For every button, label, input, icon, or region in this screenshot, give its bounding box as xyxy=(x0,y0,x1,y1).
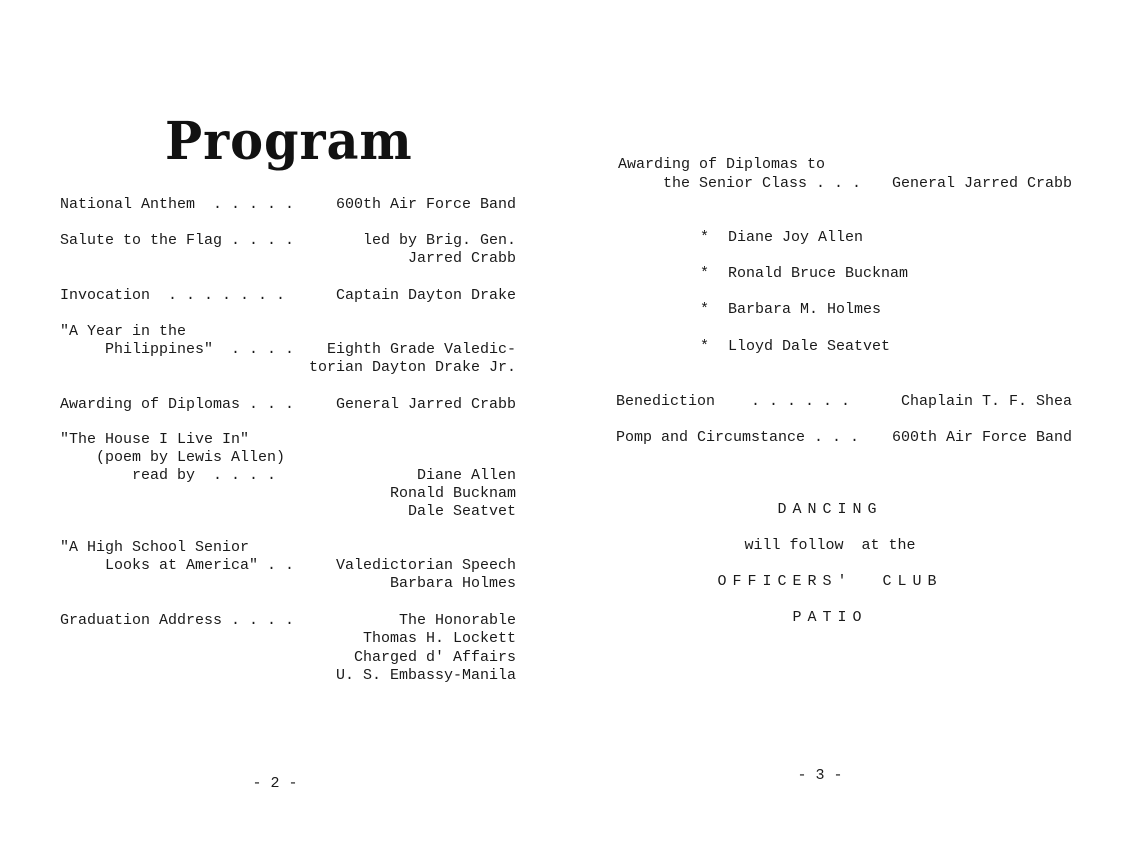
program-item-detail: Thomas H. Lockett xyxy=(362,630,516,647)
program-item-detail: The Honorable xyxy=(398,612,516,629)
program-item-detail: 600th Air Force Band xyxy=(335,196,516,213)
program-item-label: Graduation Address . . . . xyxy=(60,612,295,629)
program-item-label: National Anthem . . . . . xyxy=(60,196,295,213)
closing-item-label: Benediction . . . . . . xyxy=(616,393,851,410)
award-label: the Senior Class . . . xyxy=(618,175,862,192)
dancing-heading: DANCING xyxy=(777,501,883,518)
closing-item-label: Pomp and Circumstance . . . xyxy=(616,429,860,446)
patio: PATIO xyxy=(792,609,868,626)
program-item-detail: Barbara Holmes xyxy=(389,575,516,592)
closing-item-detail: Chaplain T. F. Shea xyxy=(900,393,1072,410)
award-detail: General Jarred Crabb xyxy=(891,175,1072,192)
program-item-detail: Ronald Bucknam xyxy=(389,485,516,502)
program-item-detail: Dale Seatvet xyxy=(407,503,516,520)
closing-item-detail: 600th Air Force Band xyxy=(891,429,1072,446)
program-item-label: Philippines" . . . . xyxy=(60,341,295,358)
program-item-detail: Eighth Grade Valedic- xyxy=(326,341,516,358)
page-number-right: - 3 - xyxy=(797,767,843,784)
page-number-left: - 2 - xyxy=(252,775,298,792)
program-item-label: Looks at America" . . xyxy=(60,557,295,574)
program-item-label: Salute to the Flag . . . . xyxy=(60,232,295,249)
program-item-detail: Jarred Crabb xyxy=(407,250,516,267)
graduate-bullet: * xyxy=(700,301,710,318)
program-item-detail: U. S. Embassy-Manila xyxy=(335,667,516,684)
program-item-label: Invocation . . . . . . . xyxy=(60,287,286,304)
graduate-name: Ronald Bruce Bucknam xyxy=(728,265,909,282)
graduate-name: Barbara M. Holmes xyxy=(728,301,882,318)
dancing-line: will follow at the xyxy=(744,537,916,554)
program-item-label: read by . . . . xyxy=(60,467,277,484)
graduate-name: Diane Joy Allen xyxy=(728,229,864,246)
program-item-detail: Captain Dayton Drake xyxy=(335,287,516,304)
program-item-label: Awarding of Diplomas . . . xyxy=(60,396,295,413)
program-item-label: (poem by Lewis Allen) xyxy=(60,449,286,466)
program-title: Program xyxy=(165,111,413,172)
program-item-detail: Charged d' Affairs xyxy=(353,649,516,666)
program-item-detail: Valedictorian Speech xyxy=(335,557,516,574)
program-item-detail: Diane Allen xyxy=(416,467,516,484)
officers-club: OFFICERS' CLUB xyxy=(717,573,943,590)
award-label: Awarding of Diplomas to xyxy=(618,156,826,173)
program-item-detail: General Jarred Crabb xyxy=(335,396,516,413)
program-item-label: "A High School Senior xyxy=(60,539,250,556)
program-item-label: "A Year in the xyxy=(60,323,187,340)
graduate-bullet: * xyxy=(700,229,710,246)
graduate-bullet: * xyxy=(700,265,710,282)
program-item-detail: led by Brig. Gen. xyxy=(362,232,516,249)
program-item-detail: torian Dayton Drake Jr. xyxy=(308,359,516,376)
program-item-label: "The House I Live In" xyxy=(60,431,250,448)
graduate-bullet: * xyxy=(700,338,710,355)
graduate-name: Lloyd Dale Seatvet xyxy=(728,338,891,355)
